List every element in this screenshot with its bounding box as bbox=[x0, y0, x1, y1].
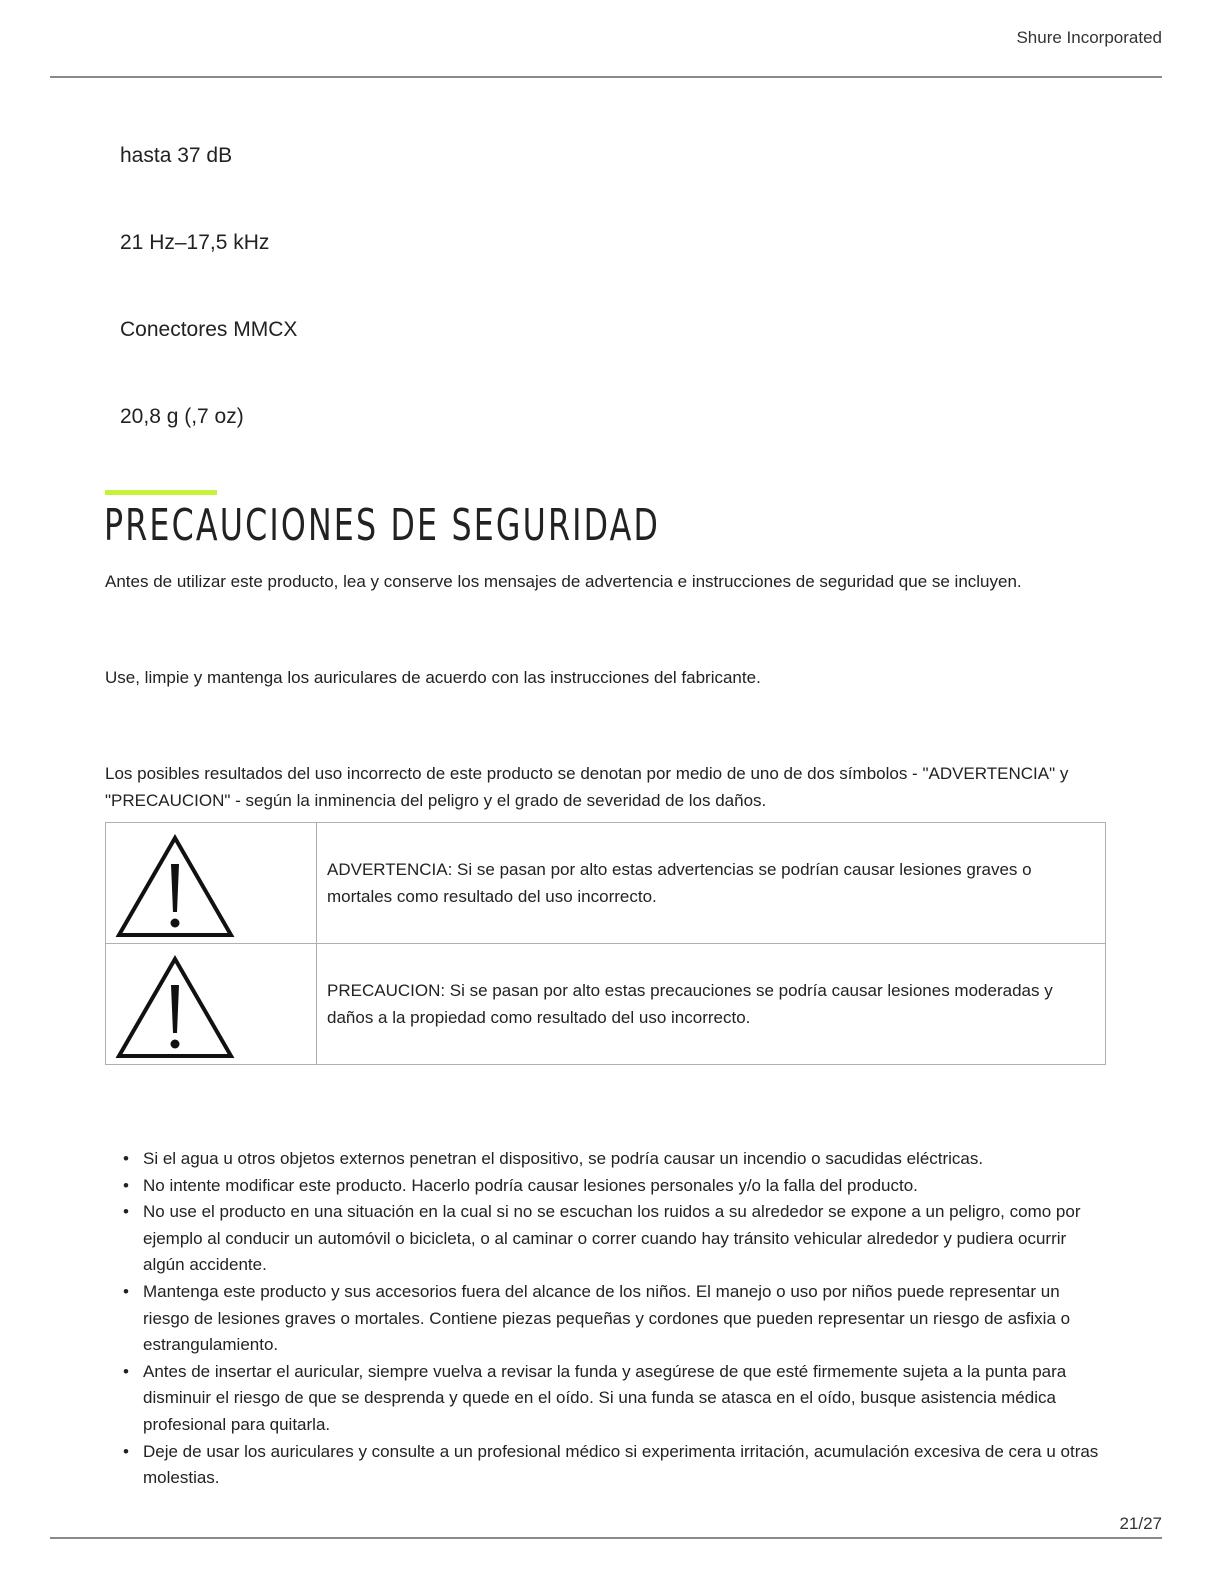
list-item: • No intente modificar este producto. Hacerlo podría causar lesiones personales y/o la falla del producto. bbox=[143, 1173, 1108, 1200]
warning-text: ADVERTENCIA: Si se pasan por alto estas advertencias se podrían causar lesiones graves o mortales como resultado del uso incorrecto. bbox=[317, 823, 1106, 944]
symbol-row-caution bbox=[106, 944, 1106, 1065]
footer-divider bbox=[50, 1537, 1162, 1539]
symbol-icon-cell bbox=[106, 823, 317, 944]
list-item: • No use el producto en una situación en la cual si no se escuchan los ruidos a su alrededor se expone a un peligro, como por ejemplo al conducir un automóvil o bicicleta, o al caminar o correr cuando hay tránsito vehicular alrededor y pudiera ocurrir algún accidente. bbox=[143, 1199, 1108, 1279]
usage-instruction: Use, limpie y mantenga los auriculares de acuerdo con las instrucciones del fabricante. bbox=[105, 668, 761, 687]
header-divider bbox=[50, 76, 1162, 78]
caution-triangle-icon bbox=[114, 953, 236, 1061]
symbol-row-warning bbox=[106, 823, 1106, 944]
symbol-icon-cell bbox=[106, 944, 317, 1065]
symbols-intro: Los posibles resultados del uso incorrecto de este producto se denotan por medio de uno de dos símbolos - "ADVERTENCIA" y "PRECAUCION" - según la inminencia del peligro y el grado de severidad de los daños. bbox=[105, 764, 1069, 810]
section-title: PRECAUCIONES DE SEGURIDAD bbox=[104, 500, 661, 551]
spec-connector: Conectores MMCX bbox=[120, 318, 298, 341]
list-item: • Deje de usar los auriculares y consulte a un profesional médico si experimenta irritación, acumulación excesiva de cera u otras molestias. bbox=[143, 1439, 1108, 1492]
section-accent-bar bbox=[105, 490, 217, 495]
spec-noise-isolation: hasta 37 dB bbox=[120, 144, 233, 167]
spec-frequency-range: 21 Hz–17,5 kHz bbox=[120, 231, 270, 254]
header-company-name: Shure Incorporated bbox=[1016, 28, 1162, 47]
spec-weight: 20,8 g (,7 oz) bbox=[120, 405, 244, 428]
caution-text: PRECAUCION: Si se pasan por alto estas precauciones se podría causar lesiones moderadas y daños a la propiedad como resultado del uso incorrecto. bbox=[317, 944, 1106, 1065]
symbols-table bbox=[105, 822, 1106, 1065]
warning-triangle-icon bbox=[114, 832, 236, 940]
page-number: 21/27 bbox=[1119, 1514, 1162, 1533]
list-item: • Mantenga este producto y sus accesorios fuera del alcance de los niños. El manejo o uso por niños puede representar un riesgo de lesiones graves o mortales. Contiene piezas pequeñas y cordones que pueden representar un riesgo de asfixia o estrangulamiento. bbox=[143, 1279, 1108, 1359]
safety-bullet-list bbox=[143, 1146, 1108, 1492]
safety-intro: Antes de utilizar este producto, lea y conserve los mensajes de advertencia e instrucciones de seguridad que se incluyen. bbox=[105, 572, 1022, 591]
list-item: • Si el agua u otros objetos externos penetran el dispositivo, se podría causar un incendio o sacudidas eléctricas. bbox=[143, 1146, 1108, 1173]
list-item: • Antes de insertar el auricular, siempre vuelva a revisar la funda y asegúrese de que esté firmemente sujeta a la punta para disminuir el riesgo de que se desprenda y quede en el oído. Si una funda se atasca en el oído, busque asistencia médica profesional para quitarla. bbox=[143, 1359, 1108, 1439]
